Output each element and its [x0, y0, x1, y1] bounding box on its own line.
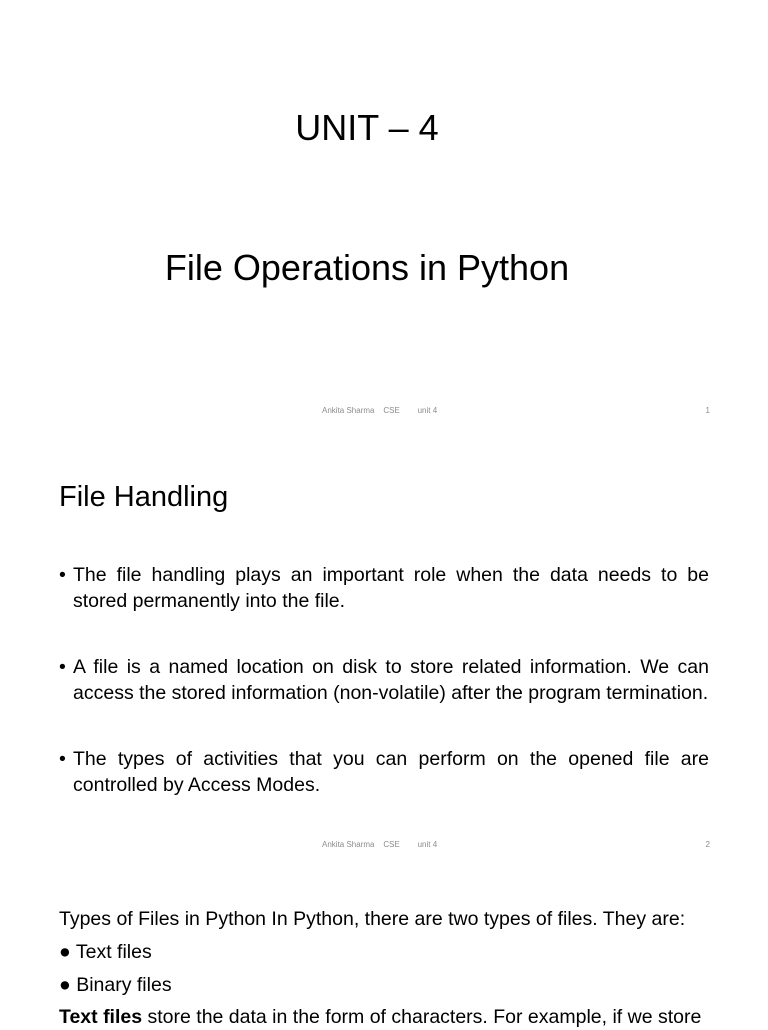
slide-title: UNIT – 4: [295, 107, 439, 148]
bullet-item: • The file handling plays an important role when the data needs to be stored permanently into the file.: [59, 564, 709, 612]
list-item: ● Text files: [59, 941, 152, 963]
bullet-item: • A file is a named location on disk to store related information. We can access the stored information (non-volatile) after the program termination.: [59, 656, 709, 704]
slide-2: [0, 432, 768, 864]
bullet-dot-icon: •: [59, 748, 66, 770]
text-files-term: Text files: [59, 1006, 143, 1028]
text-files-line: [59, 1004, 701, 1030]
list-item: ● Binary files: [59, 974, 172, 996]
slide-3: [0, 864, 768, 1028]
bullet-dot-icon: •: [59, 656, 66, 678]
slide-footer: [0, 406, 768, 420]
footer-unit: unit 4: [417, 406, 438, 415]
slide-footer: [0, 840, 768, 854]
footer-page-number: 2: [705, 840, 710, 849]
slide-subtitle: File Operations in Python: [164, 247, 570, 288]
footer-author: Ankita Sharma: [322, 406, 375, 415]
slide-1: [0, 0, 768, 432]
footer-dept: CSE: [383, 840, 400, 849]
footer-author: Ankita Sharma: [322, 840, 375, 849]
slide-heading: File Handling: [59, 481, 229, 513]
text-files-description: store the data in the form of characters. For example, if we store: [142, 1006, 702, 1028]
footer-page-number: 1: [705, 406, 710, 415]
footer-unit: unit 4: [417, 840, 438, 849]
footer-dept: CSE: [383, 406, 400, 415]
intro-text: Types of Files in Python In Python, there are two types of files. They are:: [59, 908, 686, 930]
bullet-item: • The types of activities that you can perform on the opened file are controlled by Access Modes.: [59, 748, 709, 796]
bullet-dot-icon: •: [59, 564, 66, 586]
bullet-list: [59, 562, 709, 838]
